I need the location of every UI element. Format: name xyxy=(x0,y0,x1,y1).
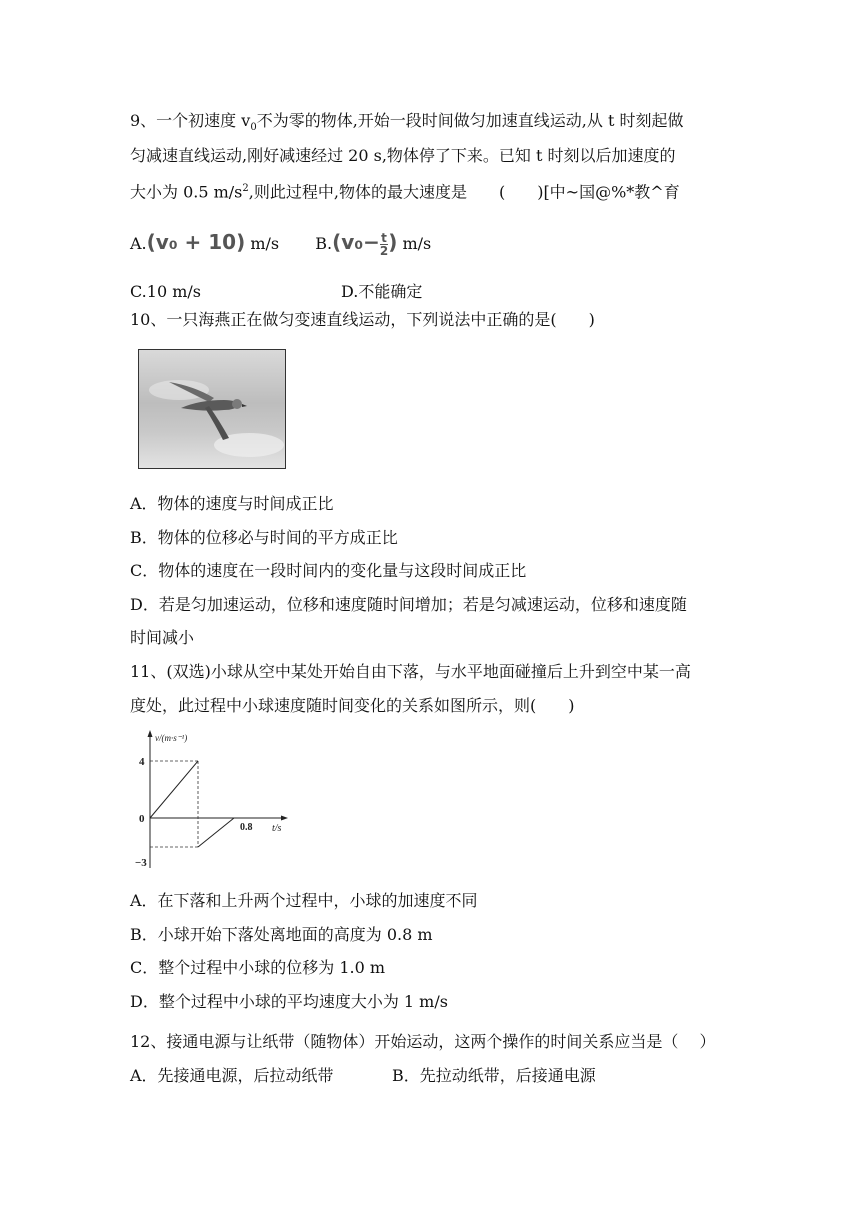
y-axis-arrow xyxy=(148,730,153,737)
q9-stem-line3: 大小为 0.5 $m/s^2$,则此过程中,物体的最大速度是 ( )[中~国@%*教^育 xyxy=(130,182,680,202)
q11-option-c: C．整个过程中小球的位移为 1.0 m xyxy=(130,958,386,977)
x-axis-arrow xyxy=(281,816,288,821)
rising-segment xyxy=(198,818,234,847)
q9-option-a-label: A. xyxy=(130,234,147,253)
q9-option-a-formula: (v₀ + 10) xyxy=(146,230,246,254)
q9-option-d: D.不能确定 xyxy=(341,282,423,301)
q9-option-b-unit: m/s xyxy=(402,234,432,253)
q9-option-c: C.10 m/s xyxy=(130,282,201,301)
q9-stem-line2: 匀减速直线运动,刚好减速经过 20 s,物体停了下来。已知 t 时刻以后加速度的 xyxy=(130,146,676,165)
q10-option-b: B．物体的位移必与时间的平方成正比 xyxy=(130,528,398,547)
velocity-time-graph xyxy=(134,728,294,873)
q10-option-d-line2: 时间减小 xyxy=(130,628,195,647)
q10-stem: 10、一只海燕正在做匀变速直线运动，下列说法中正确的是( ) xyxy=(130,310,595,329)
q11-option-a: A．在下落和上升两个过程中，小球的加速度不同 xyxy=(130,891,478,910)
q9-option-b-formula-a: (v₀− xyxy=(332,230,380,254)
q10-option-a: A．物体的速度与时间成正比 xyxy=(130,494,334,513)
q11-option-d: D．整个过程中小球的平均速度大小为 1 m/s xyxy=(130,992,448,1011)
q12-stem: 12、接通电源与让纸带（随物体）开始运动，这两个操作的时间关系应当是（ ） xyxy=(130,1032,716,1051)
tick-x: 0.8 xyxy=(240,822,253,833)
seabird-photo xyxy=(138,349,286,469)
tick-origin: 0 xyxy=(139,813,145,825)
q11-stem-line2: 度处，此过程中小球速度随时间变化的关系如图所示，则( ) xyxy=(130,696,575,715)
q9-option-a-unit: m/s xyxy=(250,234,280,253)
x-axis-label: t/s xyxy=(272,823,282,834)
q12-option-b: B．先拉动纸带，后接通电源 xyxy=(392,1066,596,1085)
q9-option-b-fraction: $\frac{t}{2}$ xyxy=(379,231,389,258)
seabird-icon xyxy=(139,350,286,469)
y-axis-label: v/(m·s⁻¹) xyxy=(155,733,188,743)
q11-stem-line1: 11、(双选)小球从空中某处开始自由下落，与水平地面碰撞后上升到空中某一高 xyxy=(130,662,691,681)
q11-option-b: B．小球开始下落处离地面的高度为 0.8 m xyxy=(130,925,433,944)
q10-option-c: C．物体的速度在一段时间内的变化量与这段时间成正比 xyxy=(130,561,527,580)
falling-segment xyxy=(150,761,198,818)
q9-option-b-formula-b: ) xyxy=(388,230,398,254)
tick-y-top: 4 xyxy=(139,756,145,768)
q9-option-b-label: B. xyxy=(315,234,333,253)
q10-option-d-line1: D．若是匀加速运动，位移和速度随时间增加；若是匀减速运动，位移和速度随 xyxy=(130,595,687,614)
q9-stem-line1: 9、一个初速度 $v_0$不为零的物体,开始一段时间做匀加速直线运动,从 t 时刻起做 xyxy=(130,111,684,134)
q12-option-a: A．先接通电源，后拉动纸带 xyxy=(130,1066,334,1085)
tick-y-bottom: −3 xyxy=(135,857,147,869)
q9-options-ab xyxy=(130,229,431,257)
